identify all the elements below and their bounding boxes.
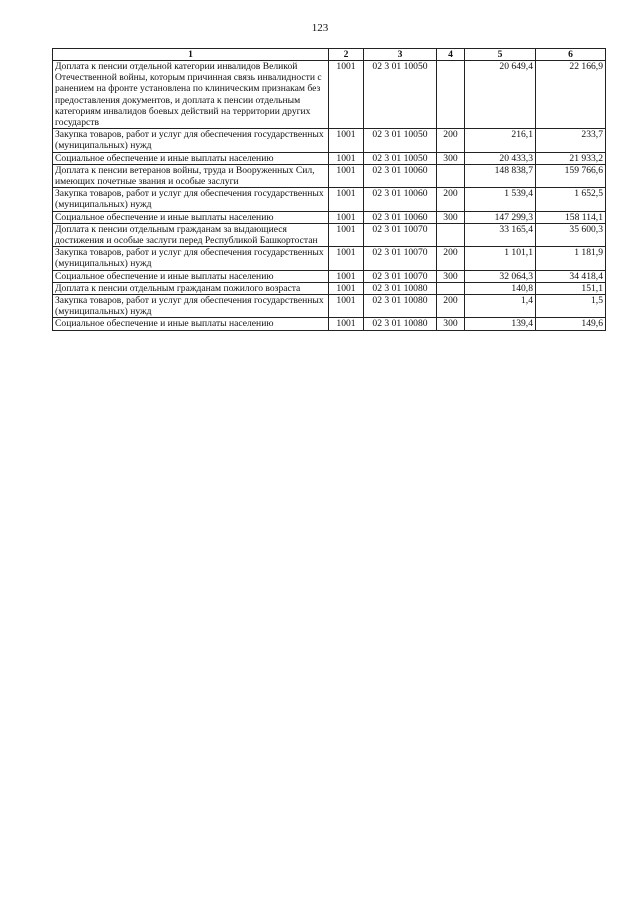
row-name-cell: Закупка товаров, работ и услуг для обеспечения государственных (муниципальных) нужд: [53, 295, 329, 318]
column-header: 3: [364, 49, 437, 61]
row-value2-cell: 158 114,1: [536, 211, 606, 223]
row-value1-cell: 32 064,3: [465, 270, 536, 282]
row-target-cell: 02 3 01 10070: [364, 270, 437, 282]
row-value2-cell: 21 933,2: [536, 152, 606, 164]
row-target-cell: 02 3 01 10050: [364, 152, 437, 164]
row-section-cell: 1001: [329, 211, 364, 223]
row-value2-cell: 1 181,9: [536, 247, 606, 270]
row-value1-cell: 1 101,1: [465, 247, 536, 270]
row-target-cell: 02 3 01 10070: [364, 223, 437, 246]
row-target-cell: 02 3 01 10080: [364, 295, 437, 318]
column-header: 1: [53, 49, 329, 61]
row-kind-cell: 200: [437, 188, 465, 211]
page-number: 123: [311, 22, 329, 34]
column-header: 5: [465, 49, 536, 61]
row-target-cell: 02 3 01 10050: [364, 61, 437, 129]
row-kind-cell: [437, 61, 465, 129]
row-name-cell: Закупка товаров, работ и услуг для обеспечения государственных (муниципальных) нужд: [53, 247, 329, 270]
table-row: [53, 270, 606, 282]
row-value1-cell: 139,4: [465, 318, 536, 330]
budget-table: [52, 48, 606, 331]
table-body: [53, 61, 606, 331]
row-section-cell: 1001: [329, 295, 364, 318]
row-kind-cell: [437, 164, 465, 187]
row-section-cell: 1001: [329, 223, 364, 246]
column-header: 6: [536, 49, 606, 61]
row-value2-cell: 34 418,4: [536, 270, 606, 282]
row-name-cell: Доплата к пенсии отдельным гражданам пожилого возраста: [53, 282, 329, 294]
row-value1-cell: 1 539,4: [465, 188, 536, 211]
row-name-cell: Социальное обеспечение и иные выплаты населению: [53, 152, 329, 164]
column-header: 4: [437, 49, 465, 61]
table-row: [53, 223, 606, 246]
row-kind-cell: 300: [437, 152, 465, 164]
row-name-cell: Закупка товаров, работ и услуг для обеспечения государственных (муниципальных) нужд: [53, 188, 329, 211]
row-value2-cell: 149,6: [536, 318, 606, 330]
table-row: [53, 282, 606, 294]
row-target-cell: 02 3 01 10080: [364, 318, 437, 330]
row-target-cell: 02 3 01 10060: [364, 164, 437, 187]
row-value1-cell: 216,1: [465, 129, 536, 152]
row-kind-cell: [437, 223, 465, 246]
table-row: [53, 129, 606, 152]
row-value1-cell: 20 433,3: [465, 152, 536, 164]
column-header: 2: [329, 49, 364, 61]
table-row: [53, 318, 606, 330]
row-value2-cell: 1 652,5: [536, 188, 606, 211]
row-name-cell: Социальное обеспечение и иные выплаты населению: [53, 318, 329, 330]
row-value2-cell: 151,1: [536, 282, 606, 294]
row-kind-cell: 200: [437, 295, 465, 318]
row-target-cell: 02 3 01 10050: [364, 129, 437, 152]
row-section-cell: 1001: [329, 318, 364, 330]
row-value1-cell: 148 838,7: [465, 164, 536, 187]
row-value2-cell: 35 600,3: [536, 223, 606, 246]
row-value1-cell: 1,4: [465, 295, 536, 318]
table-row: [53, 61, 606, 129]
header-row: [53, 49, 606, 61]
row-kind-cell: 200: [437, 129, 465, 152]
row-name-cell: Социальное обеспечение и иные выплаты населению: [53, 270, 329, 282]
row-value1-cell: 20 649,4: [465, 61, 536, 129]
row-value2-cell: 22 166,9: [536, 61, 606, 129]
row-value1-cell: 147 299,3: [465, 211, 536, 223]
row-kind-cell: 300: [437, 211, 465, 223]
row-section-cell: 1001: [329, 270, 364, 282]
row-target-cell: 02 3 01 10060: [364, 188, 437, 211]
table-row: [53, 211, 606, 223]
row-section-cell: 1001: [329, 61, 364, 129]
row-name-cell: Доплата к пенсии ветеранов войны, труда и Вооруженных Сил, имеющих почетные звания и особые заслуги: [53, 164, 329, 187]
row-kind-cell: [437, 282, 465, 294]
table-row: [53, 164, 606, 187]
row-value1-cell: 33 165,4: [465, 223, 536, 246]
row-section-cell: 1001: [329, 282, 364, 294]
table-row: [53, 247, 606, 270]
row-target-cell: 02 3 01 10070: [364, 247, 437, 270]
row-section-cell: 1001: [329, 164, 364, 187]
row-value2-cell: 159 766,6: [536, 164, 606, 187]
row-section-cell: 1001: [329, 247, 364, 270]
table-row: [53, 152, 606, 164]
row-name-cell: Социальное обеспечение и иные выплаты населению: [53, 211, 329, 223]
row-kind-cell: 300: [437, 318, 465, 330]
row-value2-cell: 1,5: [536, 295, 606, 318]
row-target-cell: 02 3 01 10060: [364, 211, 437, 223]
row-kind-cell: 300: [437, 270, 465, 282]
row-target-cell: 02 3 01 10080: [364, 282, 437, 294]
row-name-cell: Доплата к пенсии отдельным гражданам за выдающиеся достижения и особые заслуги перед Республикой Башкортостан: [53, 223, 329, 246]
row-value2-cell: 233,7: [536, 129, 606, 152]
row-value1-cell: 140,8: [465, 282, 536, 294]
row-section-cell: 1001: [329, 188, 364, 211]
row-name-cell: Доплата к пенсии отдельной категории инвалидов Великой Отечественной войны, которым причинная связь инвалидности с ранением на фронте установлена по клиническим признакам без предоставления документов, и доплата к пенсии отдельным категориям инвалидов боевых действий на территории других государств: [53, 61, 329, 129]
table-row: [53, 295, 606, 318]
row-section-cell: 1001: [329, 152, 364, 164]
row-section-cell: 1001: [329, 129, 364, 152]
row-kind-cell: 200: [437, 247, 465, 270]
row-name-cell: Закупка товаров, работ и услуг для обеспечения государственных (муниципальных) нужд: [53, 129, 329, 152]
table-row: [53, 188, 606, 211]
